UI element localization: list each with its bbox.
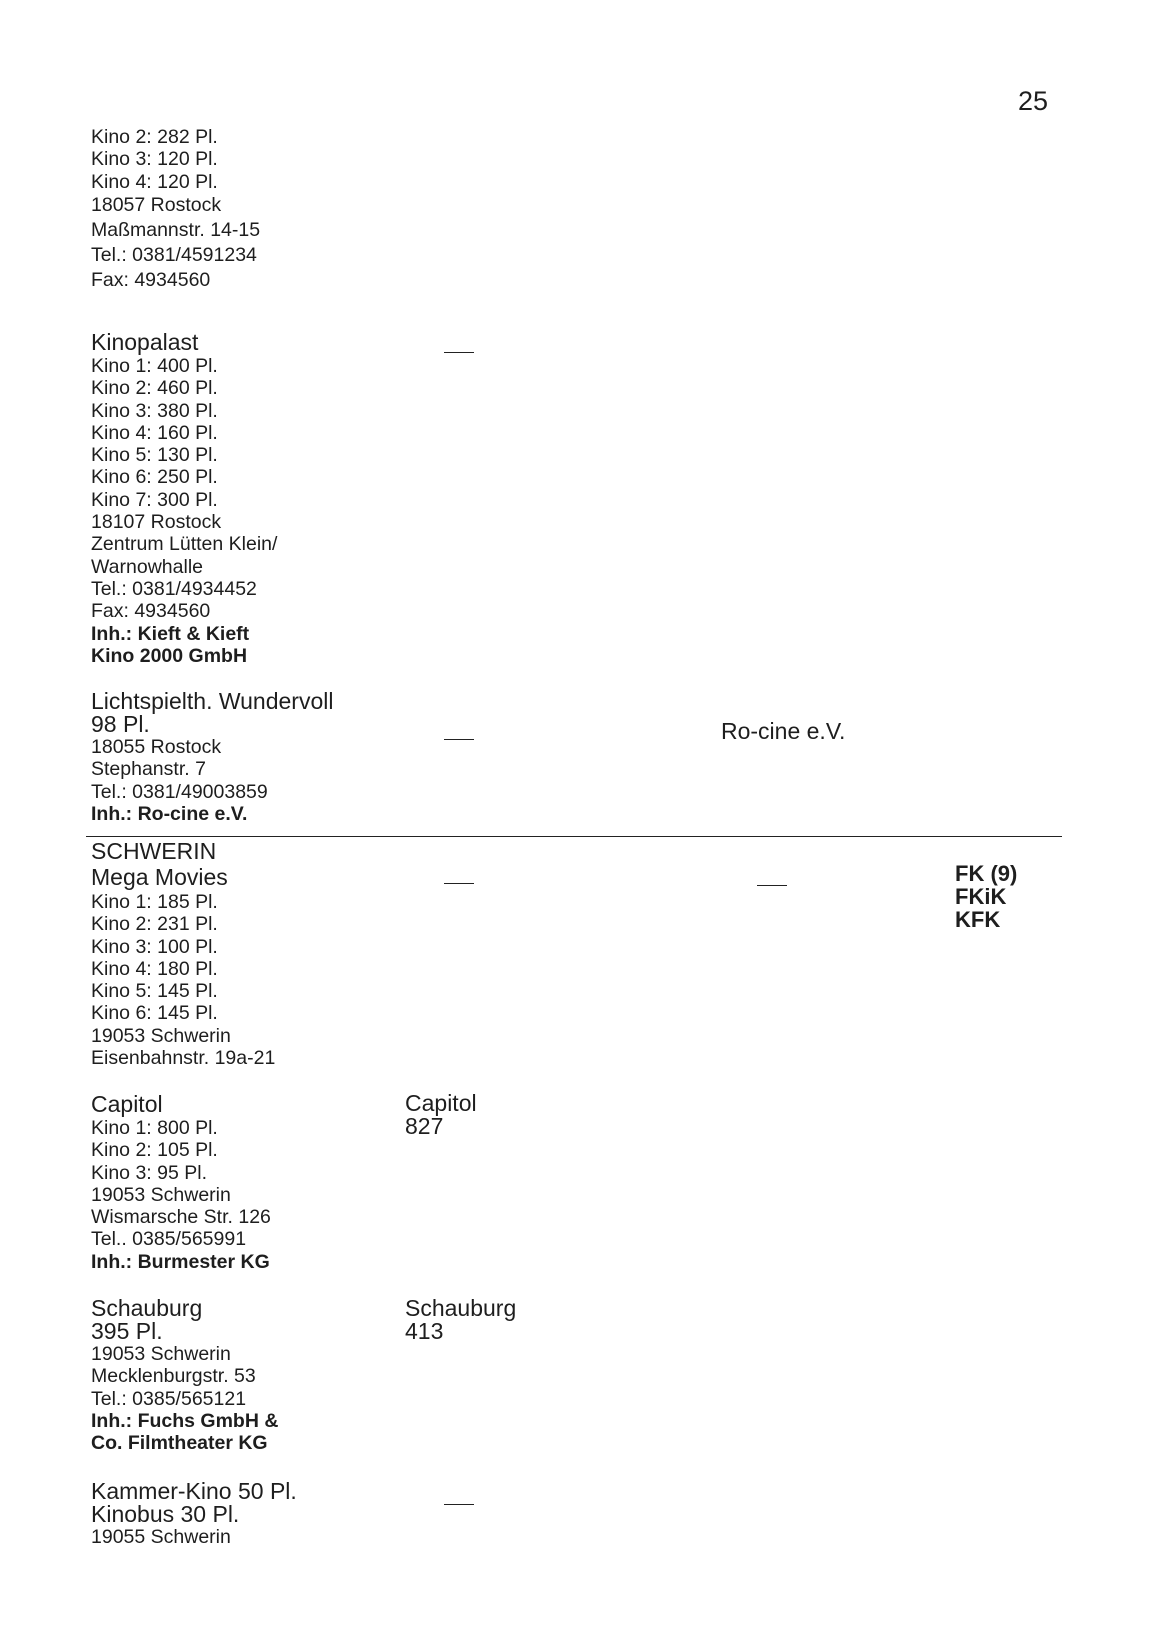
entry-line: Kino 4: 120 Pl.: [91, 170, 218, 193]
owner-line: Inh.: Fuchs GmbH &: [91, 1409, 279, 1432]
entry-line: Kino 3: 120 Pl.: [91, 148, 218, 171]
entry-line: Tel.. 0385/565991: [91, 1228, 247, 1251]
entry-line: Kino 2: 282 Pl.: [91, 126, 218, 148]
film-code: FKiK: [955, 884, 1007, 909]
film-code: KFK: [955, 907, 1001, 932]
owner-line: Inh.: Burmester KG: [91, 1250, 270, 1273]
entry-line: Zentrum Lütten Klein/: [91, 533, 278, 556]
entry-line: Kino 3: 380 Pl.: [91, 399, 218, 422]
cinema-name: Schauburg: [91, 1295, 203, 1321]
entry-line: Kino 1: 800 Pl.: [91, 1117, 218, 1139]
entry-line: Kino 5: 130 Pl.: [91, 444, 218, 467]
wundervoll-operator: Ro-cine e.V.: [721, 718, 846, 744]
page-number: 25: [1018, 86, 1049, 116]
cinema-name: Capitol: [91, 1091, 163, 1117]
entry-line: Tel.: 0385/565121: [91, 1387, 247, 1410]
entry-line: 19055 Schwerin: [91, 1526, 231, 1548]
entry-line: Kino 6: 250 Pl.: [91, 466, 218, 489]
capitol-col2: [405, 1092, 477, 1138]
cinema-name: Kammer-Kino 50 Pl.: [91, 1478, 297, 1504]
entry-schauburg: [91, 1297, 278, 1454]
entry-line: 19053 Schwerin: [91, 1024, 231, 1047]
owner-line: Kino 2000 GmbH: [91, 644, 248, 667]
city-heading: SCHWERIN: [91, 838, 217, 864]
entry-line: Kino 4: 180 Pl.: [91, 957, 218, 980]
entry-line: Fax: 4934560: [91, 600, 211, 623]
dash-mega-movies: [444, 883, 474, 884]
section-divider: [86, 836, 1062, 837]
cinema-name: Mega Movies: [91, 864, 228, 890]
entry-line: Kino 4: 160 Pl.: [91, 421, 218, 444]
film-code: FK (9): [955, 861, 1018, 886]
entry-line: Wismarsche Str. 126: [91, 1206, 271, 1229]
entry-line: Kino 2: 460 Pl.: [91, 377, 218, 400]
cinema-name: Lichtspielth. Wundervoll: [91, 688, 334, 714]
entry-line: Kino 1: 185 Pl.: [91, 891, 218, 913]
dash-wundervoll: [444, 739, 474, 740]
film-codes: [955, 862, 1017, 931]
entry-line: 18057 Rostock: [91, 193, 222, 216]
owner-line: Co. Filmtheater KG: [91, 1432, 268, 1455]
capitol-name: Capitol: [405, 1090, 477, 1116]
entry-line: Kino 3: 100 Pl.: [91, 935, 218, 958]
entry-line: 18055 Rostock: [91, 736, 222, 758]
entry-kammer-kino: [91, 1480, 297, 1548]
entry-capitol: [91, 1092, 271, 1273]
entry-line: 18107 Rostock: [91, 511, 222, 534]
entry-line: Kino 1: 400 Pl.: [91, 355, 218, 377]
entry-line: Kino 2: 231 Pl.: [91, 913, 218, 936]
entry-line: Kino 6: 145 Pl.: [91, 1002, 218, 1025]
entry-line: Warnowhalle: [91, 555, 203, 578]
owner-line: Inh.: Ro-cine e.V.: [91, 802, 248, 825]
owner-line: Inh.: Kieft & Kieft: [91, 622, 250, 645]
dash-kammer-kino: [444, 1504, 474, 1505]
schauburg-name: Schauburg: [405, 1295, 517, 1321]
entry-kinopalast: [91, 330, 277, 667]
entry-line: Kino 7: 300 Pl.: [91, 488, 218, 511]
entry-line: Kino 5: 145 Pl.: [91, 980, 218, 1003]
entry-wundervoll: [91, 690, 333, 825]
entry-line: Kino 2: 105 Pl.: [91, 1139, 218, 1162]
entry-line: Fax: 4934560: [91, 268, 211, 291]
entry-line: Tel.: 0381/4591234: [91, 243, 257, 266]
dash-kinopalast: [444, 352, 474, 353]
entry-line: 19053 Schwerin: [91, 1183, 231, 1206]
entry-line: Eisenbahnstr. 19a-21: [91, 1047, 276, 1070]
entry-line: Tel.: 0381/49003859: [91, 780, 268, 803]
entry-line: 19053 Schwerin: [91, 1343, 231, 1365]
seat-count: 395 Pl.: [91, 1318, 163, 1344]
schauburg-col2: [405, 1297, 516, 1343]
entry-line: Kino 3: 95 Pl.: [91, 1161, 207, 1184]
cinema-name: Kinopalast: [91, 329, 199, 355]
capitol-value: 827: [405, 1113, 444, 1139]
entry-line: Maßmannstr. 14-15: [91, 218, 261, 241]
entry-line: Tel.: 0381/4934452: [91, 577, 257, 600]
entry-rostock-continued: [91, 126, 260, 293]
seat-count: 98 Pl.: [91, 711, 150, 737]
dash-mega-movies-col3: [757, 885, 787, 886]
cinema-name: Kinobus 30 Pl.: [91, 1501, 240, 1527]
entry-line: Mecklenburgstr. 53: [91, 1365, 256, 1388]
entry-line: Stephanstr. 7: [91, 758, 206, 781]
entry-mega-movies: [91, 838, 275, 1069]
schauburg-value: 413: [405, 1318, 444, 1344]
